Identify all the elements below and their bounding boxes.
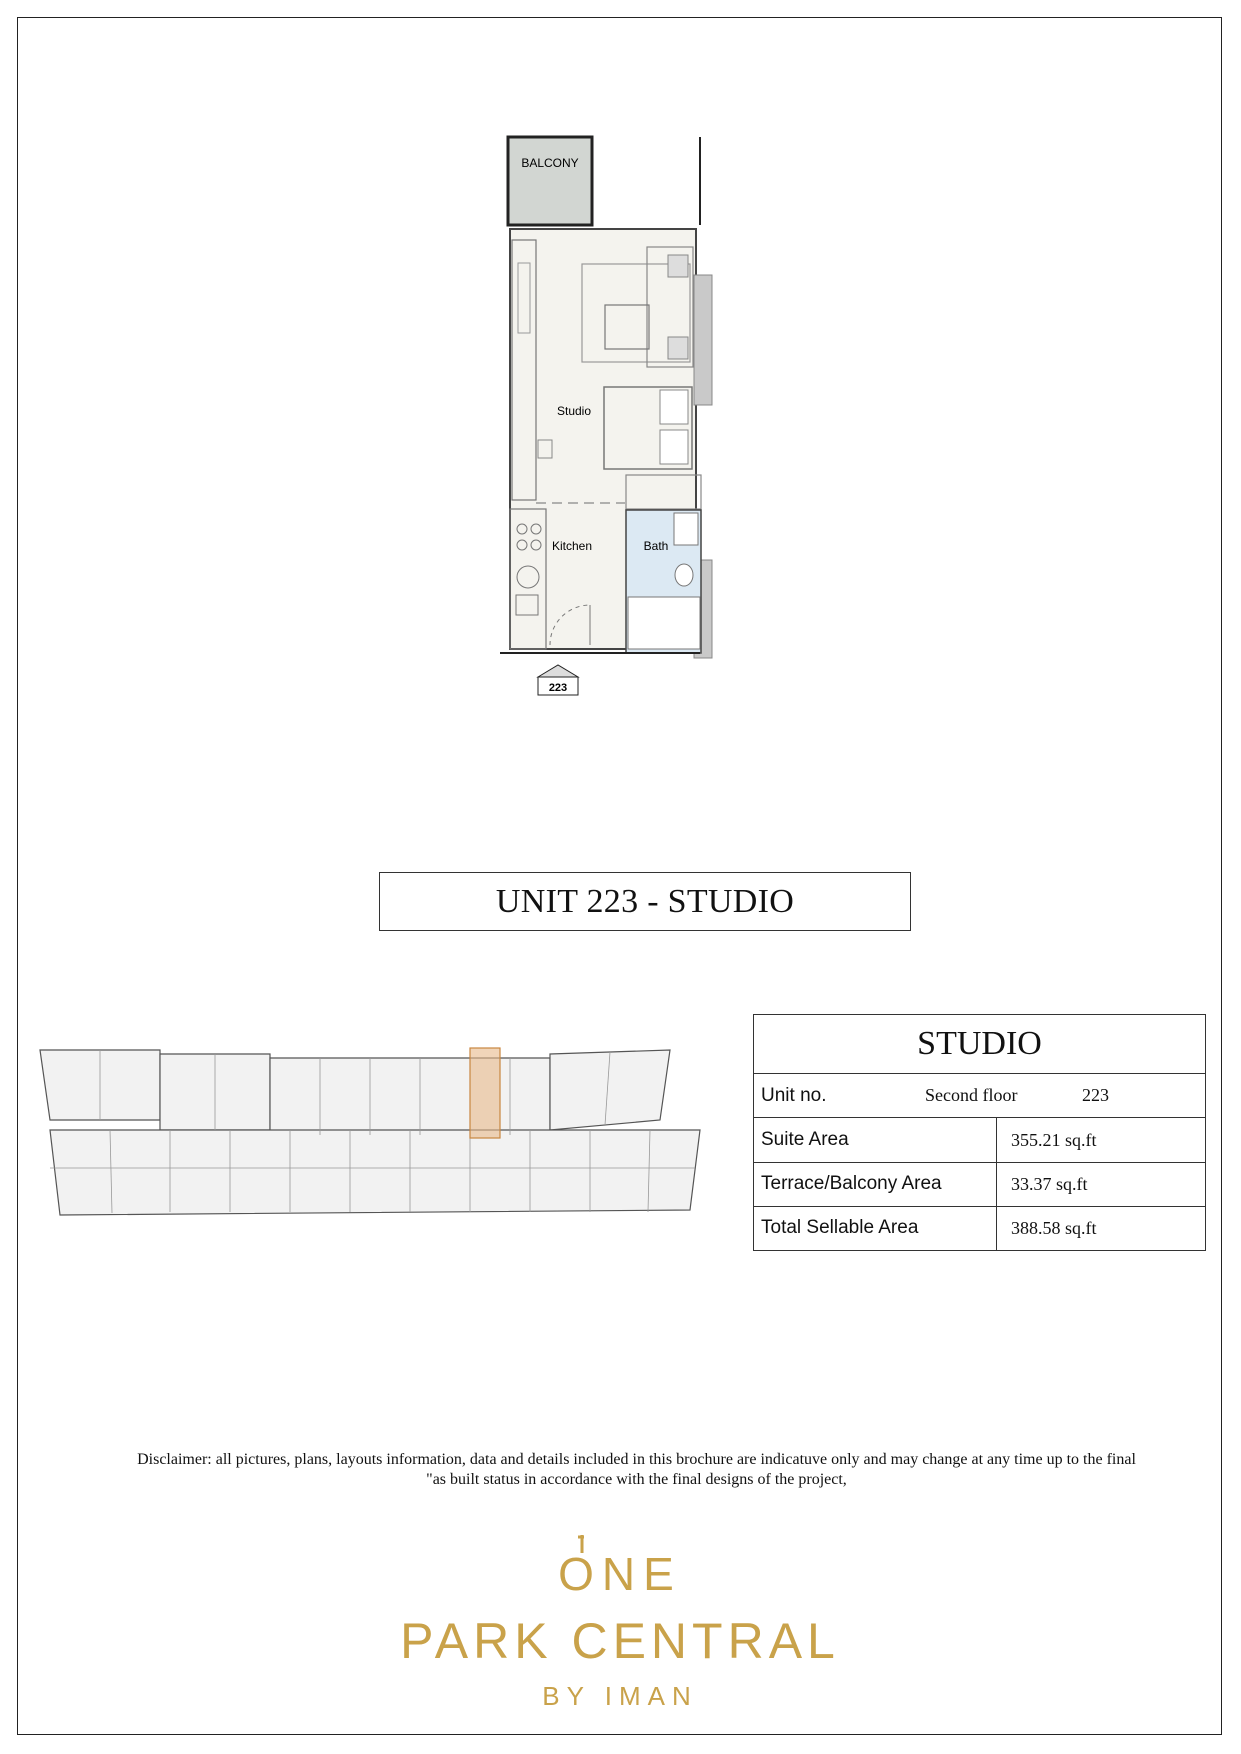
- disclaimer: [60, 1450, 1213, 1490]
- specs-heading: STUDIO: [754, 1015, 1206, 1074]
- unit-number-row: [754, 1074, 1206, 1118]
- brand-logo: [340, 1525, 900, 1715]
- unit-tag-label: 223: [548, 682, 568, 694]
- floor-key-plan: [30, 1040, 720, 1230]
- logo-line-park-central: PARK CENTRAL: [400, 1613, 840, 1669]
- suite-area-label: Suite Area: [754, 1118, 997, 1162]
- unit-floor-plan: [470, 125, 770, 775]
- unit-highlight: [470, 1048, 500, 1138]
- unit-title: UNIT 223 - STUDIO: [379, 872, 911, 931]
- studio-label: Studio: [556, 404, 592, 418]
- unit-number-value: 223: [1082, 1085, 1109, 1106]
- suite-area-value: 355.21 sq.ft: [997, 1118, 1206, 1162]
- balcony-area: [508, 137, 592, 225]
- logo-line-one: ONE: [558, 1548, 682, 1600]
- bath-label: Bath: [643, 539, 669, 553]
- total-area-value: 388.58 sq.ft: [997, 1206, 1206, 1250]
- balcony-area-label: Terrace/Balcony Area: [754, 1162, 997, 1206]
- disclaimer-line-1: Disclaimer: all pictures, plans, layouts information, data and details included in this brochure are indicatuve only and may change at any time up to the final: [137, 1451, 1136, 1468]
- logo-line-by-iman: BY IMAN: [542, 1681, 698, 1711]
- unit-specs-table: [753, 1014, 1206, 1251]
- floor-value: Second floor: [925, 1085, 1018, 1106]
- total-area-label: Total Sellable Area: [754, 1206, 997, 1250]
- kitchen-label: Kitchen: [551, 539, 593, 553]
- balcony-label: BALCONY: [521, 156, 579, 170]
- unit-tag-marker: [538, 665, 578, 677]
- balcony-area-value: 33.37 sq.ft: [997, 1162, 1206, 1206]
- disclaimer-line-2: "as built status in accordance with the final designs of the project,: [426, 1471, 847, 1488]
- unit-no-label: Unit no.: [761, 1084, 827, 1106]
